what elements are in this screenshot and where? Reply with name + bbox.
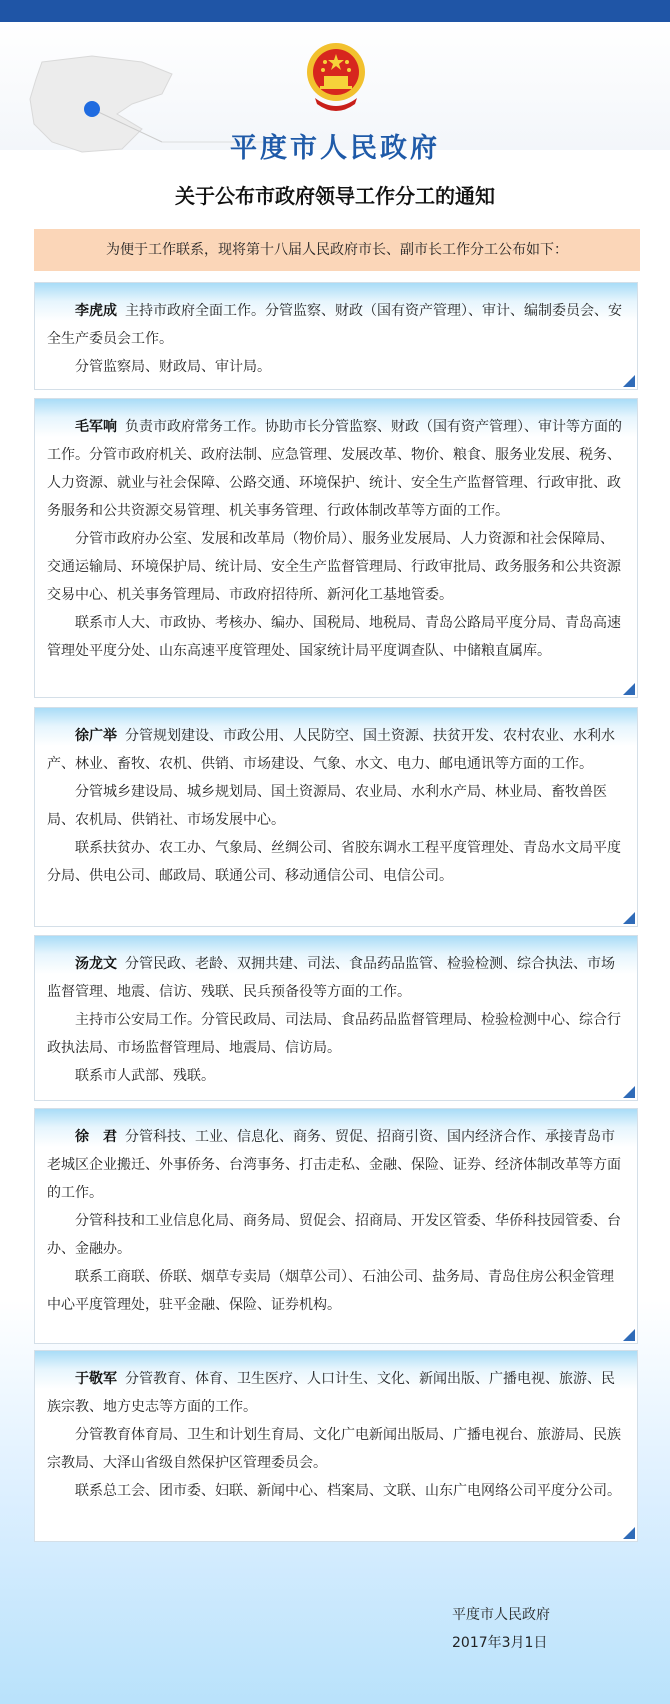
corner-arrow-icon bbox=[623, 912, 635, 924]
leader-department-paragraph: 分管监察局、财政局、审计局。 bbox=[75, 359, 271, 375]
corner-arrow-icon bbox=[623, 1329, 635, 1341]
leader-card-1 bbox=[34, 282, 638, 390]
corner-arrow-icon bbox=[623, 1086, 635, 1098]
signature-org: 平度市人民政府 bbox=[452, 1607, 550, 1623]
leader-liaison-paragraph: 联系市人武部、残联。 bbox=[75, 1068, 215, 1084]
page-header bbox=[0, 22, 670, 164]
leader-duty-paragraph: 李虎成 主持市政府全面工作。分管监察、财政（国有资产管理）、审计、编制委员会、安全生产委员会工作。 bbox=[47, 303, 622, 347]
leader-name: 李虎成 bbox=[75, 303, 117, 319]
intro-banner: 为便于工作联系，现将第十八届人民政府市长、副市长工作分工公布如下： bbox=[34, 229, 640, 271]
leader-name: 于敬军 bbox=[75, 1371, 117, 1387]
leader-name: 徐 君 bbox=[75, 1129, 117, 1145]
leader-duty-paragraph: 于敬军 分管教育、体育、卫生医疗、人口计生、文化、新闻出版、广播电视、旅游、民族宗教、地方史志等方面的工作。 bbox=[47, 1371, 615, 1415]
leader-name: 徐广举 bbox=[75, 728, 117, 744]
top-bar bbox=[0, 0, 670, 22]
document-title: 关于公布市政府领导工作分工的通知 bbox=[175, 184, 495, 208]
leader-card-5 bbox=[34, 1108, 638, 1344]
leader-department-paragraph: 分管教育体育局、卫生和计划生育局、文化广电新闻出版局、广播电视台、旅游局、民族宗教局、大泽山省级自然保护区管理委员会。 bbox=[47, 1427, 621, 1471]
corner-arrow-icon bbox=[623, 375, 635, 387]
leader-duty-paragraph: 徐广举 分管规划建设、市政公用、人民防空、国土资源、扶贫开发、农村农业、水利水产、林业、畜牧、农机、供销、市场建设、气象、水文、电力、邮电通讯等方面的工作。 bbox=[47, 728, 615, 772]
leader-card-4 bbox=[34, 935, 638, 1101]
leader-name: 毛军响 bbox=[75, 419, 117, 435]
city-government-title: 平度市人民政府 bbox=[230, 133, 440, 164]
national-emblem-icon bbox=[305, 40, 367, 112]
signature-date: 2017年3月1日 bbox=[452, 1635, 548, 1651]
leader-card-6 bbox=[34, 1350, 638, 1542]
leader-duty-paragraph: 汤龙文 分管民政、老龄、双拥共建、司法、食品药品监管、检验检测、综合执法、市场监督管理、地震、信访、残联、民兵预备役等方面的工作。 bbox=[47, 956, 615, 1000]
leader-liaison-paragraph: 联系扶贫办、农工办、气象局、丝绸公司、省胶东调水工程平度管理处、青岛水文局平度分局、供电公司、邮政局、联通公司、移动通信公司、电信公司。 bbox=[47, 840, 621, 884]
leader-liaison-paragraph: 联系市人大、市政协、考核办、编办、国税局、地税局、青岛公路局平度分局、青岛高速管理处平度分处、山东高速平度管理处、国家统计局平度调查队、中储粮直属库。 bbox=[47, 615, 621, 659]
leader-department-paragraph: 分管市政府办公室、发展和改革局（物价局）、服务业发展局、人力资源和社会保障局、交通运输局、环境保护局、统计局、安全生产监督管理局、行政审批局、政务服务和公共资源交易中心、机关事务管理局、市政府招待所、新河化工基地管委。 bbox=[47, 531, 621, 603]
leader-duty-paragraph: 徐 君 分管科技、工业、信息化、商务、贸促、招商引资、国内经济合作、承接青岛市老城区企业搬迁、外事侨务、台湾事务、打击走私、金融、保险、证券、经济体制改革等方面的工作。 bbox=[47, 1129, 621, 1201]
leader-name: 汤龙文 bbox=[75, 956, 117, 972]
corner-arrow-icon bbox=[623, 683, 635, 695]
leader-card-3 bbox=[34, 707, 638, 927]
leader-department-paragraph: 主持市公安局工作。分管民政局、司法局、食品药品监督管理局、检验检测中心、综合行政执法局、市场监督管理局、地震局、信访局。 bbox=[47, 1012, 621, 1056]
leader-liaison-paragraph: 联系总工会、团市委、妇联、新闻中心、档案局、文联、山东广电网络公司平度分公司。 bbox=[75, 1483, 621, 1499]
corner-arrow-icon bbox=[623, 1527, 635, 1539]
leader-department-paragraph: 分管科技和工业信息化局、商务局、贸促会、招商局、开发区管委、华侨科技园管委、台办、金融办。 bbox=[47, 1213, 621, 1257]
leader-department-paragraph: 分管城乡建设局、城乡规划局、国土资源局、农业局、水利水产局、林业局、畜牧兽医局、农机局、供销社、市场发展中心。 bbox=[47, 784, 607, 828]
leader-liaison-paragraph: 联系工商联、侨联、烟草专卖局（烟草公司）、石油公司、盐务局、青岛住房公积金管理中心平度管理处，驻平金融、保险、证券机构。 bbox=[47, 1269, 614, 1313]
leader-card-2 bbox=[34, 398, 638, 698]
leader-duty-paragraph: 毛军响 负责市政府常务工作。协助市长分管监察、财政（国有资产管理）、审计等方面的工作。分管市政府机关、政府法制、应急管理、发展改革、物价、粮食、服务业发展、税务、人力资源、就业与社会保障、公路交通、环境保护、统计、安全生产监督管理、行政审批、政务服务和公共资源交易管理、机关事务管理、行政体制改革等方面的工作。 bbox=[47, 419, 622, 519]
